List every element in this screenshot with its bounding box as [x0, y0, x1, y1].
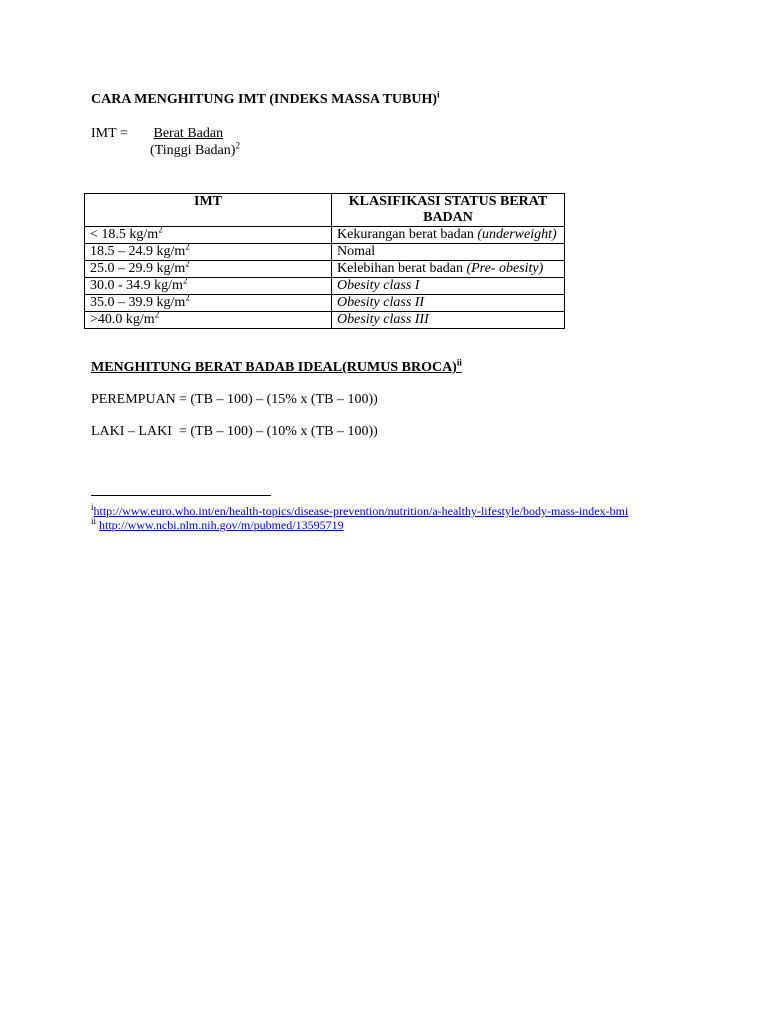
equation-expression: = (TB – 100) – (15% x (TB – 100)) [179, 392, 378, 407]
formula-exponent: 2 [235, 140, 240, 151]
footnote-i [91, 504, 628, 519]
formula-numerator [150, 126, 223, 142]
status-text: Nomal [337, 244, 376, 259]
formula-numerator-text: Berat Badan [153, 126, 224, 141]
status-italic-text: Obesity class III [337, 312, 429, 327]
status-text: Kelebihan berat badan [337, 261, 467, 276]
footnote-marker: i [91, 502, 94, 512]
footnote-ii [91, 518, 344, 533]
imt-range: 18.5 – 24.9 kg/m [90, 244, 186, 259]
imt-unit-exponent: 2 [182, 275, 188, 286]
table-cell-status [332, 312, 565, 329]
page-title-text: CARA MENGHITUNG IMT (INDEKS MASSA TUBUH) [91, 92, 438, 107]
imt-unit-exponent: 2 [185, 292, 190, 303]
equation-laki-laki [91, 424, 378, 440]
formula-label: IMT = [91, 126, 128, 141]
status-italic-text: (underweight) [477, 227, 557, 242]
table-cell-status [332, 227, 565, 244]
table-cell-imt [85, 224, 332, 244]
table-header-row [85, 194, 565, 227]
equation-expression: = (TB – 100) – (10% x (TB – 100)) [179, 424, 378, 439]
table-row [85, 261, 565, 278]
formula-denominator [150, 140, 240, 159]
imt-unit-exponent: 2 [185, 258, 190, 269]
table-cell-status [332, 295, 565, 312]
imt-range: 25.0 – 29.9 kg/m [90, 261, 186, 276]
footnote-link-who[interactable]: http://www.euro.who.int/en/health-topics/disease-prevention/nutrition/a-healthy-lifestyle/body-mass-index-bmi [93, 504, 629, 518]
footnote-link-ncbi[interactable]: http://www.ncbi.nlm.nih.gov/m/pubmed/13595719 [99, 518, 344, 532]
table-cell-imt [85, 241, 332, 261]
table-header-klasifikasi: KLASIFIKASI STATUS BERAT BADAN [332, 194, 565, 227]
table-header-imt: IMT [85, 194, 332, 227]
imt-range: < 18.5 kg/m [90, 227, 159, 242]
status-italic-text: Obesity class I [337, 278, 420, 293]
table-cell-status [332, 244, 565, 261]
table-cell-imt [85, 309, 332, 329]
table-cell-status [332, 278, 565, 295]
formula-denominator-text: (Tinggi Badan) [150, 143, 236, 158]
imt-unit-exponent: 2 [158, 224, 163, 235]
equation-label: LAKI – LAKI [91, 424, 172, 439]
footnote-ref-i[interactable]: i [437, 89, 440, 100]
table-cell-status [332, 261, 565, 278]
table-cell-imt [85, 258, 332, 278]
imt-range: 30.0 - 34.9 kg/m [90, 278, 183, 293]
table-row [85, 244, 565, 261]
table-row [85, 227, 565, 244]
table-cell-imt [85, 275, 332, 295]
page-title [91, 89, 440, 108]
table-row [85, 312, 565, 329]
status-italic-text: (Pre- obesity) [466, 261, 544, 276]
status-italic-text: Obesity class II [337, 295, 425, 310]
imt-range: 35.0 – 39.9 kg/m [90, 295, 186, 310]
footnote-ref-ii[interactable]: ii [456, 357, 462, 368]
footnote-separator [91, 495, 271, 496]
equation-perempuan [91, 392, 378, 408]
section-subtitle-text: MENGHITUNG BERAT BADAB IDEAL(RUMUS BROCA) [91, 360, 457, 375]
section-subtitle [91, 357, 462, 376]
imt-classification-table [84, 193, 565, 329]
table-row [85, 278, 565, 295]
equation-label: PEREMPUAN [91, 392, 176, 407]
imt-range: >40.0 kg/m [90, 312, 155, 327]
imt-unit-exponent: 2 [154, 309, 160, 320]
footnote-marker: ii [91, 516, 97, 526]
table-cell-imt [85, 292, 332, 312]
status-text: Kekurangan berat badan [337, 227, 478, 242]
imt-unit-exponent: 2 [185, 241, 190, 252]
